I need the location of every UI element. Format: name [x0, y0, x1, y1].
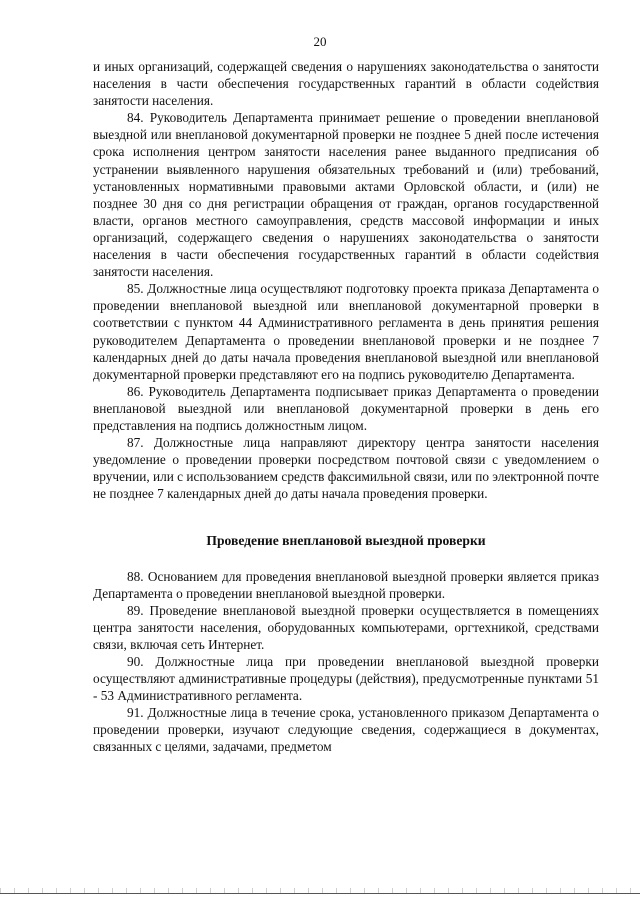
- page-bottom-edge: [0, 893, 640, 894]
- paragraph-87: 87. Должностные лица направляют директору центра занятости населения уведомление о проведении проверки посредством почтовой связи с уведомлением о вручении, или с использованием средств факсимильной связи, или по электронной почте не позднее 7 календарных дней до даты начала проведения проверки.: [93, 435, 599, 502]
- page-number: 20: [313, 34, 327, 49]
- paragraph-85: 85. Должностные лица осуществляют подготовку проекта приказа Департамента о проведении внеплановой выездной или внеплановой документарной проверки в соответствии с пунктом 44 Административного регламента в день принятия решения руководителем Департамента о проведении внеплановой проверки и не позднее 7 календарных дней до даты начала проведения внеплановой выездной или внеплановой документарной проверки представляют его на подпись руководителю Департамента.: [93, 281, 599, 382]
- section-heading: Проведение внеплановой выездной проверки: [206, 533, 486, 549]
- paragraph-88: 88. Основанием для проведения внеплановой выездной проверки является приказ Департамента о проведении внеплановой выездной проверки.: [93, 568, 599, 601]
- paragraph-89: 89. Проведение внеплановой выездной проверки осуществляется в помещениях центра занятости населения, оборудованных компьютерами, оргтехникой, средствами связи, включая сеть Интернет.: [93, 602, 599, 652]
- paragraph-84: 84. Руководитель Департамента принимает решение о проведении внеплановой выездной или внеплановой документарной проверки не позднее 5 дней после истечения срока исполнения центром занятости населения ранее выданного предписания об устранении выявленного нарушения обязательных требований и (или) требований, установленных нормативными правовыми актами Орловской области, и (или) не позднее 30 дня со дня регистрации обращения от граждан, органов государственной власти, органов местного самоуправления, средств массовой информации и иных организаций, содержащего сведения о нарушениях законодательства о занятости населения в части обеспечения государственных гарантий в области содействия занятости населения.: [93, 110, 599, 280]
- paragraph-continuation: и иных организаций, содержащей сведения о нарушениях законодательства о занятости населения в части обеспечения государственных гарантий в области содействия занятости населения.: [93, 59, 599, 109]
- paragraph-90: 90. Должностные лица при проведении внеплановой выездной проверки осуществляют административные процедуры (действия), предусмотренные пунктами 51 - 53 Административного регламента.: [93, 654, 599, 704]
- paragraph-91: 91. Должностные лица в течение срока, установленного приказом Департамента о проведении проверки, изучают следующие сведения, содержащиеся в документах, связанных с целями, задачами, предметом: [93, 705, 599, 755]
- paragraph-86: 86. Руководитель Департамента подписывает приказ Департамента о проведении внеплановой выездной или внеплановой документарной проверки в день его представления на подпись должностным лицом.: [93, 383, 599, 433]
- document-body: [93, 58, 599, 756]
